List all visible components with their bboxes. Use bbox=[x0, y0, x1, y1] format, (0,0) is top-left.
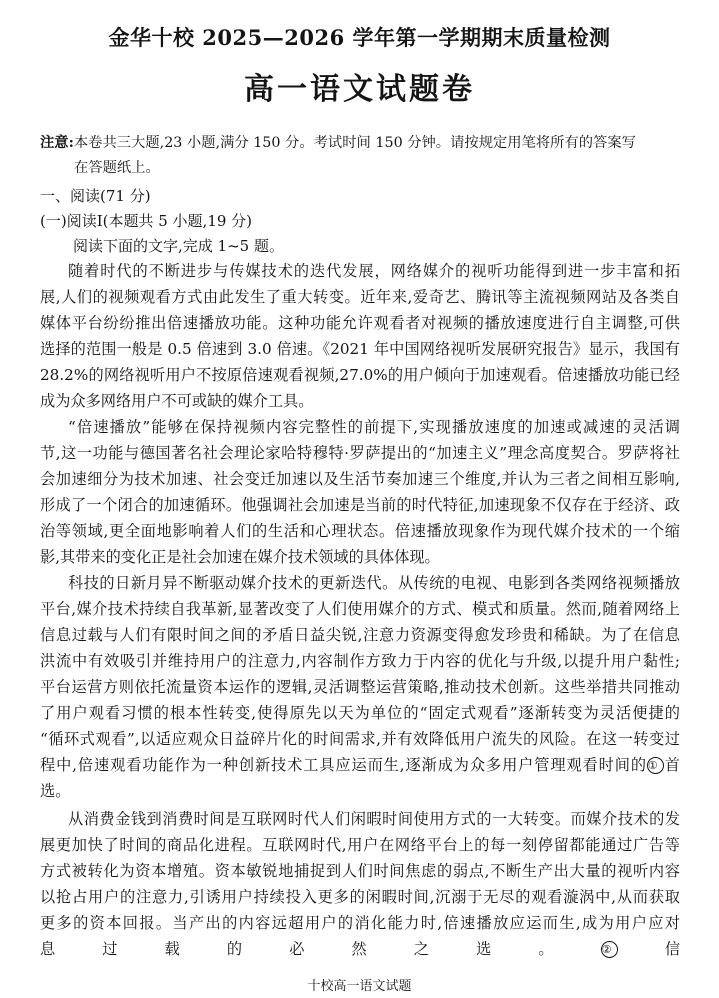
passage-line: 洪流中有效吸引并维持用户的注意力,内容制作方致力于内容的优化与升级,以提升用户黏性; bbox=[40, 652, 680, 670]
passage-line: 方式被转化为资本增殖。资本敏锐地捕捉到人们时间焦虑的弱点,不断生产出大量的视听内容 bbox=[40, 862, 680, 880]
passage-line: 随着时代的不断进步与传媒技术的迭代发展，网络媒介的视听功能得到进一步丰富和拓 bbox=[68, 262, 680, 280]
exam-notice bbox=[40, 131, 680, 181]
passage-line-text: 息过载的必然之选。 bbox=[40, 940, 601, 958]
passage-line: 展,人们的视频观看方式由此发生了重大转变。近年来,爱奇艺、腾讯等主流视频网站及各类自 bbox=[40, 288, 680, 306]
marked-word-start: 首 bbox=[663, 756, 680, 774]
reading-instruction: 阅读下面的文字,完成 1~5 题。 bbox=[73, 237, 284, 255]
passage-line: “倍速播放”能够在保持视频内容完整性的前提下,实现播放速度的加速或减速的灵活调 bbox=[68, 418, 680, 436]
passage-line: 信息过载与人们有限时间之间的矛盾日益尖锐,注意力资源变得愈发珍贵和稀缺。为了在信息 bbox=[40, 626, 680, 644]
blank-marker-2: ② bbox=[601, 941, 618, 958]
notice-text: 本卷共三大题,23 小题,满分 150 分。考试时间 150 分钟。请按规定用笔将所有的答案写 bbox=[73, 135, 636, 151]
passage-line: 了用户观看习惯的根本性转变,使得原先以天为单位的“固定式观看”逐渐转变为灵活便捷的 bbox=[40, 704, 680, 722]
passage-line: 媒体平台纷纷推出倍速播放功能。这种功能允许观看者对视频的播放速度进行自主调整,可供 bbox=[40, 314, 680, 332]
passage-line: 会加速细分为技术加速、社会变迁加速以及生活节奏加速三个维度,并认为三者之间相互影响, bbox=[40, 470, 680, 488]
passage-line: 28.2%的网络视听用户不按原倍速观看视频,27.0%的用户倾向于加速观看。倍速播放功能已经 bbox=[40, 366, 680, 384]
passage-line: 影,其带来的变化正是社会加速在媒介技术领域的具体体现。 bbox=[40, 548, 440, 566]
passage-line: 平台,媒介技术持续自我革新,显著改变了人们使用媒介的方式、模式和质量。然而,随着网络上 bbox=[40, 600, 680, 618]
passage-line-with-marker bbox=[40, 752, 680, 778]
passage-line: 展更加快了时间的商品化进程。互联网时代,用户在网络平台上的每一刻停留都能通过广告等 bbox=[40, 836, 680, 854]
passage-line: 从消费金钱到消费时间是互联网时代人们闲暇时间使用方式的一大转变。而媒介技术的发 bbox=[68, 810, 680, 828]
school-title: 金华十校 2025—2026 学年第一学期期末质量检测 bbox=[108, 25, 611, 50]
marked-word-start: 信 bbox=[617, 940, 681, 958]
passage-line-text: 程中,倍速观看功能作为一种创新技术工具应运而生,逐渐成为众多用户管理观看时间的 bbox=[40, 756, 647, 774]
notice-text-cont: 在答题纸上。 bbox=[74, 160, 160, 176]
passage-line: 平台运营方则依托流量资本运作的逻辑,灵活调整运营策略,推动技术创新。这些举措共同推动 bbox=[40, 678, 680, 696]
passage-line: 更多的资本回报。当产出的内容远超用户的消化能力时,倍速播放应运而生,成为用户应对 bbox=[40, 914, 680, 932]
passage-line: 成为众多网络用户不可或缺的媒介工具。 bbox=[40, 392, 314, 410]
passage-line: 选择的范围一般是 0.5 倍速到 3.0 倍速。《2021 年中国网络视听发展研究报告》显示，我国有 bbox=[40, 340, 680, 358]
passage-line: 选。 bbox=[40, 782, 71, 800]
part-heading: 一、阅读(71 分) bbox=[40, 187, 151, 205]
notice-label: 注意: bbox=[40, 135, 74, 151]
passage-line bbox=[40, 948, 680, 974]
passage-line: 治等领域,更全面地影响着人们的生活和心理状态。倍速播放现象作为现代媒介技术的一个缩 bbox=[40, 522, 680, 540]
passage-line: 科技的日新月异不断驱动媒介技术的更新迭代。从传统的电视、电影到各类网络视频播放 bbox=[68, 574, 680, 592]
passage-line: “循环式观看”,以适应观众日益碎片化的时间需求,并有效降低用户流失的风险。在这一转变过 bbox=[40, 730, 680, 748]
passage-line: 以抢占用户的注意力,引诱用户持续投入更多的闲暇时间,沉溺于无尽的观看漩涡中,从而获取 bbox=[40, 888, 680, 906]
blank-marker-1: ① bbox=[647, 757, 664, 774]
page-footer: 十校高一语文试题 bbox=[307, 979, 412, 994]
paper-title: 高一语文试题卷 bbox=[244, 72, 475, 107]
sub-heading: (一)阅读Ⅰ(本题共 5 小题,19 分) bbox=[40, 212, 253, 230]
passage-line: 形成了一个闭合的加速循环。他强调社会加速是当前的时代特征,加速现象不仅存在于经济、政 bbox=[40, 496, 680, 514]
passage-line: 节,这一功能与德国著名社会理论家哈特穆特·罗萨提出的“加速主义”理念高度契合。罗萨将社 bbox=[40, 444, 680, 462]
